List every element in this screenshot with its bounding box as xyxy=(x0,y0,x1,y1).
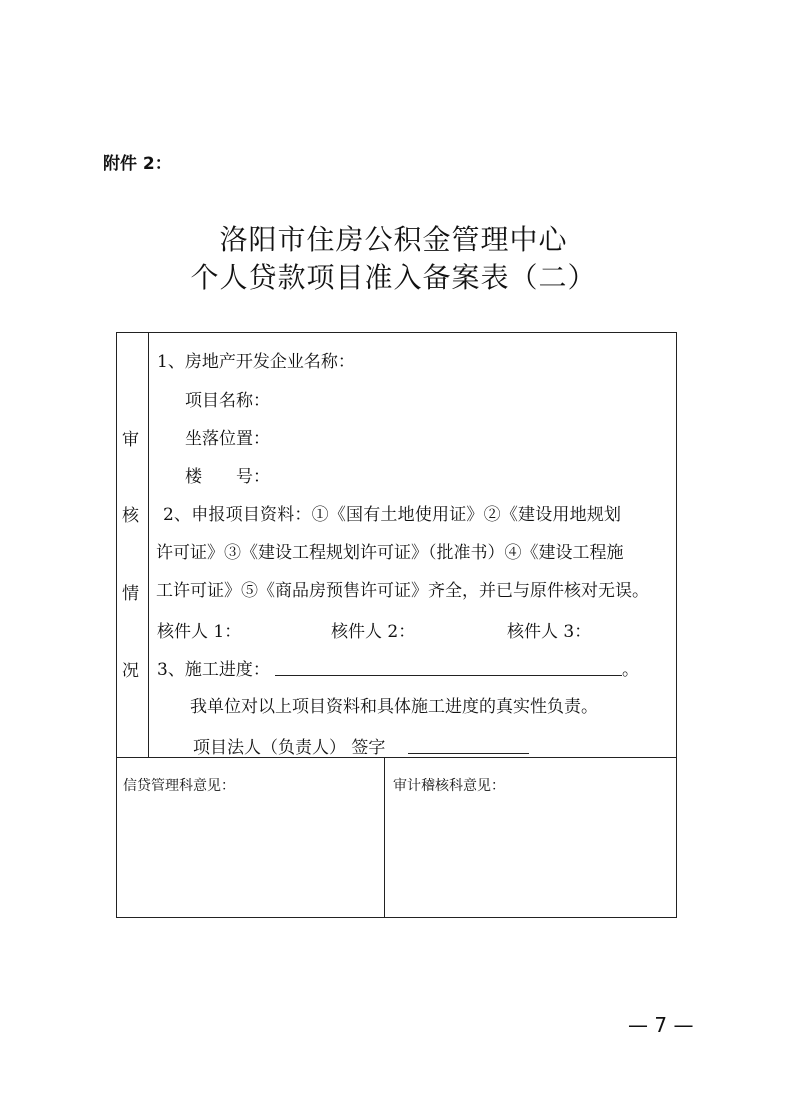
location-label: 坐落位置： xyxy=(185,429,270,449)
opinion-column-divider xyxy=(384,758,385,918)
credit-opinion-label: 信贷管理科意见： xyxy=(123,778,235,794)
audit-opinion-label: 审计稽核科意见： xyxy=(393,778,505,794)
responsibility-statement: 我单位对以上项目资料和具体施工进度的真实性负责。 xyxy=(190,697,598,717)
construction-progress-field[interactable] xyxy=(275,658,622,676)
side-label-char-3: 情 xyxy=(122,584,139,604)
materials-line-1: 2、申报项目资料：①《国有土地使用证》②《建设用地规划 xyxy=(163,505,622,525)
materials-line-3: 工许可证》⑤《商品房预售许可证》齐全，并已与原件核对无误。 xyxy=(156,581,649,601)
checker-2-label: 核件人 2： xyxy=(331,622,416,642)
materials-line-2: 许可证》③《建设工程规划许可证》（批准书）④《建设工程施 xyxy=(156,543,624,563)
building-no-label: 楼 号： xyxy=(185,467,270,487)
document-title-line2: 个人贷款项目准入备案表（二） xyxy=(190,261,597,294)
construction-progress-label: 3、施工进度： xyxy=(157,660,270,680)
checker-3-label: 核件人 3： xyxy=(507,622,592,642)
attachment-label: 附件 2： xyxy=(103,154,172,174)
page-number: — 7 — xyxy=(628,1013,694,1037)
progress-end-mark: 。 xyxy=(622,660,639,680)
side-label-char-2: 核 xyxy=(122,506,139,526)
side-label-char-1: 审 xyxy=(122,430,139,450)
side-label-char-4: 况 xyxy=(122,661,139,681)
signature-field[interactable] xyxy=(408,737,529,754)
document-title-line1: 洛阳市住房公积金管理中心 xyxy=(219,223,568,256)
project-name-label: 项目名称： xyxy=(185,391,270,411)
developer-name-label: 1、房地产开发企业名称： xyxy=(157,352,355,372)
legal-person-signature-label: 项目法人（负责人） 签字 xyxy=(193,738,386,758)
side-column-divider xyxy=(148,333,149,758)
checker-1-label: 核件人 1： xyxy=(157,622,242,642)
